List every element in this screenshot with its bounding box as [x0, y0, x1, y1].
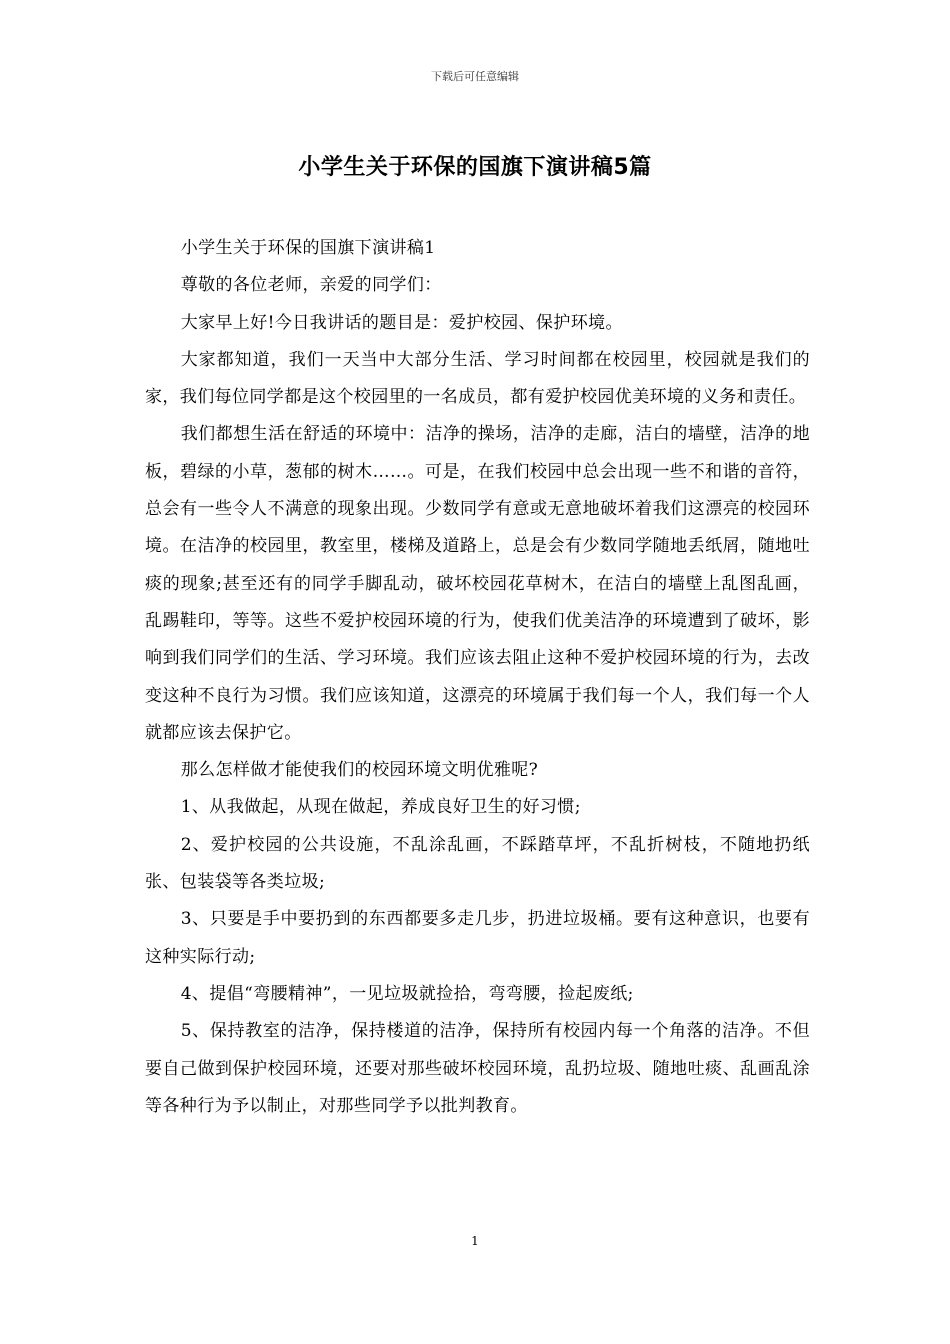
page-header-note: 下载后可任意编辑 — [431, 70, 519, 83]
document-body — [145, 230, 810, 1125]
paragraph-body: 我们都想生活在舒适的环境中：洁净的操场，洁净的走廊，洁白的墙壁，洁净的地板，碧绿的小草，葱郁的树木……。可是，在我们校园中总会出现一些不和谐的音符，总会有一些令人不满意的现象出现。少数同学有意或无意地破坏着我们这漂亮的校园环境。在洁净的校园里，教室里，楼梯及道路上，总是会有少数同学随地丢纸屑，随地吐痰的现象;甚至还有的同学手脚乱动，破坏校园花草树木，在洁白的墙壁上乱图乱画，乱踢鞋印，等等。这些不爱护校园环境的行为，使我们优美洁净的环境遭到了破坏，影响到我们同学们的生活、学习环境。我们应该去阻止这种不爱护校园环境的行为，去改变这种不良行为习惯。我们应该知道，这漂亮的环境属于我们每一个人，我们每一个人就都应该去保护它。 — [145, 424, 810, 743]
paragraph-question: 那么怎样做才能使我们的校园环境文明优雅呢? — [180, 760, 539, 781]
paragraph-list-item: 4、提倡“弯腰精神”，一见垃圾就捡拾，弯弯腰，捡起废纸; — [180, 983, 634, 1004]
paragraph-salutation: 尊敬的各位老师，亲爱的同学们： — [180, 275, 442, 296]
paragraph-body: 大家都知道，我们一天当中大部分生活、学习时间都在校园里，校园就是我们的家，我们每位同学都是这个校园里的一名成员，都有爱护校园优美环境的义务和责任。 — [145, 349, 810, 408]
paragraph-list-item: 2、爱护校园的公共设施，不乱涂乱画，不踩踏草坪，不乱折树枝，不随地扔纸张、包装袋等各类垃圾; — [145, 834, 810, 893]
paragraph-list-item: 1、从我做起，从现在做起，养成良好卫生的好习惯; — [180, 797, 581, 818]
paragraph-list-item: 3、只要是手中要扔到的东西都要多走几步，扔进垃圾桶。要有这种意识，也要有这种实际行动; — [145, 909, 810, 967]
paragraph-list-item: 5、保持教室的洁净，保持楼道的洁净，保持所有校园内每一个角落的洁净。不但要自己做到保护校园环境，还要对那些破坏校园环境，乱扔垃圾、随地吐痰、乱画乱涂等各种行为予以制止，对那些同学予以批判教育。 — [145, 1021, 810, 1116]
paragraph-speech-heading: 小学生关于环保的国旗下演讲稿1 — [180, 238, 436, 258]
paragraph-greeting: 大家早上好!今日我讲话的题目是：爱护校园、保护环境。 — [180, 312, 623, 333]
page-number: 1 — [471, 1234, 479, 1248]
document-title: 小学生关于环保的国旗下演讲稿5篇 — [298, 155, 652, 180]
